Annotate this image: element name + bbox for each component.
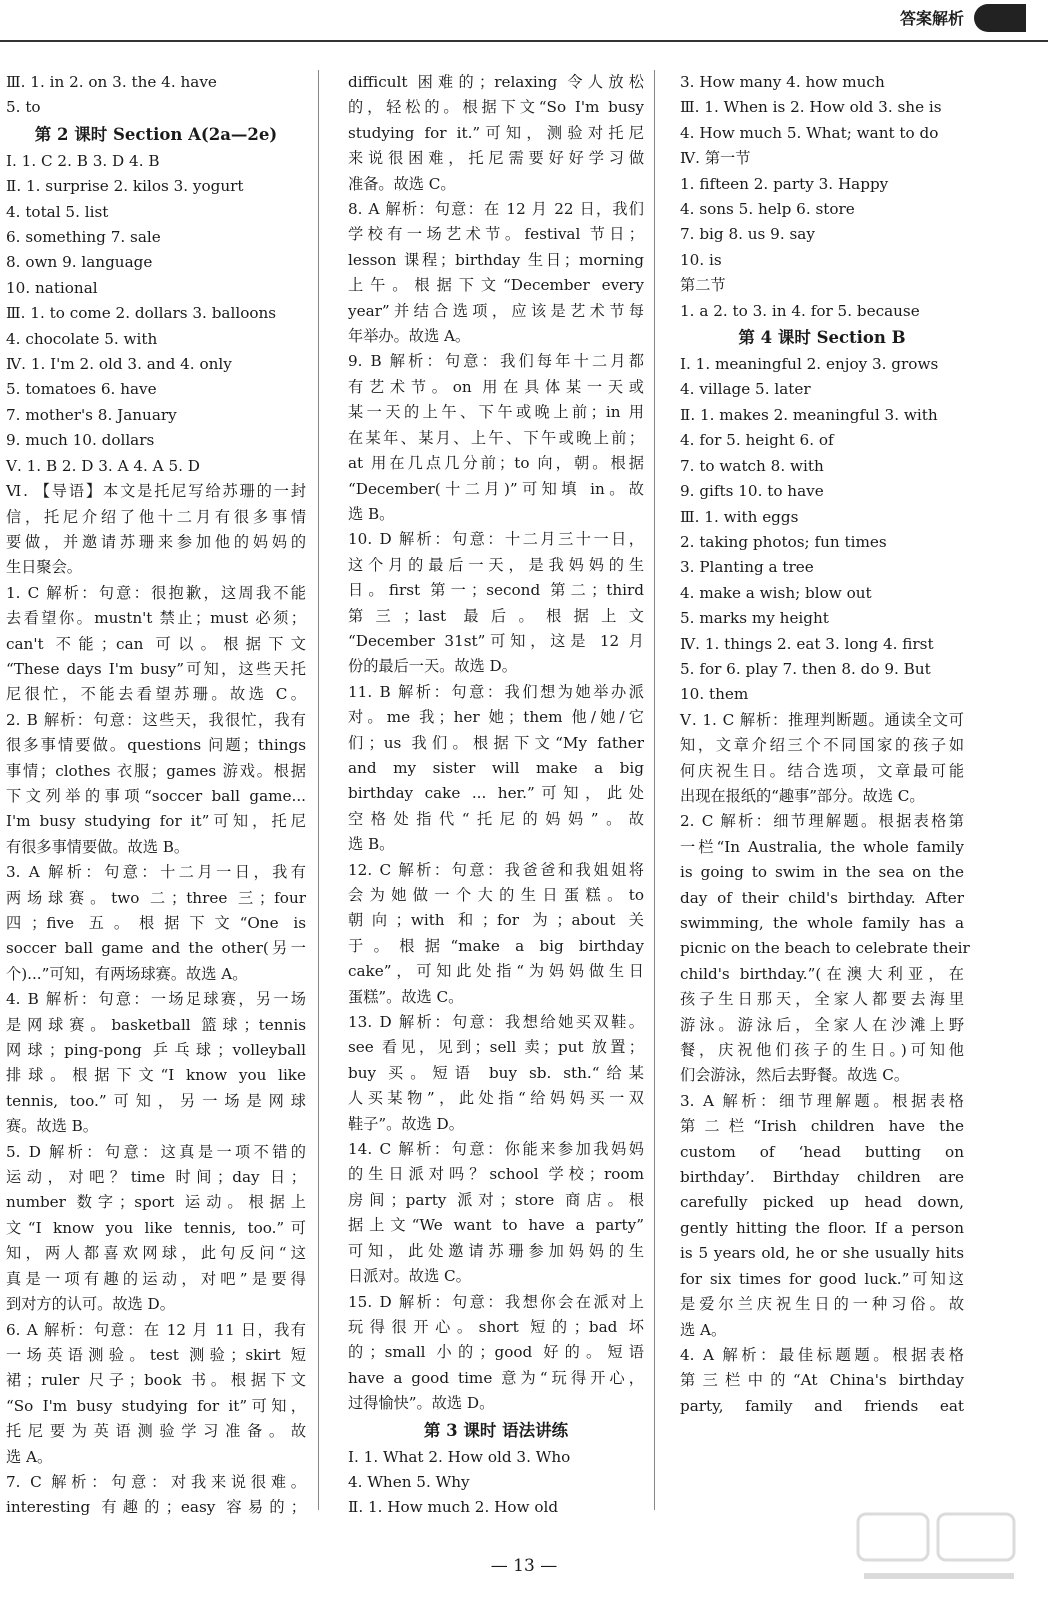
col1-line: 排球。根据下文“I know you like <box>6 1066 306 1085</box>
col3-line: 7. big 8. us 9. say <box>680 225 815 244</box>
col1-line: 6. A 解析：句意：在 12 月 11 日，我有 <box>6 1320 306 1339</box>
column-divider-1 <box>318 70 319 1510</box>
col1-line: Ⅱ. 1. surprise 2. kilos 3. yogurt <box>6 177 244 196</box>
col1-line: number 数字；sport 运动。根据上 <box>6 1193 306 1212</box>
column-3 <box>680 70 970 1419</box>
col2-line: 第三；last 最后。根据上文 <box>348 606 644 625</box>
col3-line: 1. fifteen 2. party 3. Happy <box>680 174 889 193</box>
col3-line: 4. for 5. height 6. of <box>680 431 834 450</box>
col1-line: Ⅲ. 1. in 2. on 3. the 4. have <box>6 73 217 91</box>
col1-line: “So I'm busy studying for it”可知， <box>6 1396 306 1415</box>
col2-line: 准备。故选 C。 <box>348 174 456 193</box>
col1-line: 5. to <box>6 98 41 117</box>
page-header <box>0 0 1048 48</box>
col3-line: Ⅲ. 1. with eggs <box>680 507 799 526</box>
col2-line: 份的最后一天。故选 D。 <box>348 657 517 676</box>
col1-line: interesting 有趣的；easy 容易的； <box>6 1498 306 1517</box>
col3-line: 3. A 解析：细节理解题。根据表格 <box>680 1091 964 1110</box>
col1-line: 托尼要为英语测验学习准备。故 <box>6 1422 306 1441</box>
col2-line: 学校有一场艺术节。festival 节日； <box>348 225 644 244</box>
col1-line: 第 2 课时 Section A(2a—2e) <box>34 124 278 144</box>
col3-line: 3. How many 4. how much <box>680 73 885 91</box>
col2-line: 在某年、某月、上午、下午或晚上前； <box>348 428 644 447</box>
col1-line: 是网球赛。basketball 篮球；tennis <box>6 1015 306 1034</box>
col3-line: birthday’. Birthday children are <box>680 1168 964 1187</box>
col2-line: 可知，此处邀请苏珊参加妈妈的生 <box>348 1241 644 1260</box>
col3-line: carefully picked up head down, <box>680 1193 964 1212</box>
col2-line: 11. B 解析：句意：我们想为她举办派 <box>348 682 644 701</box>
col2-line: 空格处指代“托尼的妈妈”。故 <box>348 809 644 828</box>
col3-line: 第三栏中的“At China's birthday <box>680 1371 964 1390</box>
col2-line: 日。first 第一；second 第二；third <box>348 581 644 600</box>
col2-line: Ⅱ. 1. How much 2. How old <box>348 1498 559 1517</box>
col2-line: 于。根据“make a big birthday <box>348 936 644 955</box>
col3-line: 10. them <box>680 685 749 704</box>
col3-line: custom of ‘head butting on <box>680 1142 964 1161</box>
col3-line: child's birthday.”(在澳大利亚，在 <box>680 964 964 983</box>
col2-line: 蛋糕”。故选 C。 <box>348 987 464 1006</box>
col3-line: 4. How much 5. What; want to do <box>680 123 939 142</box>
col1-line: 3. A 解析：句意：十二月一日，我有 <box>6 863 306 882</box>
header-rule <box>0 40 1048 42</box>
col1-line: Ⅴ. 1. B 2. D 3. A 4. A 5. D <box>6 456 200 475</box>
col2-line: 的，轻松的。根据下文“So I'm busy <box>348 98 644 117</box>
col1-line: can't 不能；can 可以。根据下文 <box>6 634 306 653</box>
col1-line: 生日聚会。 <box>6 558 82 577</box>
col1-line: 很多事情要做。questions 问题；things <box>6 736 306 755</box>
col2-line: 房间；party 派对；store 商店。根 <box>348 1190 644 1209</box>
col3-line: 知，文章介绍三个不同国家的孩子如 <box>680 736 964 755</box>
col2-line: difficult 困难的；relaxing 令人放松 <box>348 73 644 91</box>
col1-line: 10. national <box>6 278 98 297</box>
col1-line: 要做，并邀请苏珊来参加他的妈妈的 <box>6 532 306 551</box>
col2-line: 朝向；with 和；for 为；about 关 <box>348 911 644 930</box>
col2-line: 鞋子”。故选 D。 <box>348 1114 464 1133</box>
col3-line: 3. Planting a tree <box>680 558 814 577</box>
col3-line: 4. sons 5. help 6. store <box>680 200 855 219</box>
col1-line: 下文列举的事项“soccer ball game... <box>6 786 306 805</box>
col1-line: 4. chocolate 5. with <box>6 329 158 348</box>
col3-line: 第 4 课时 Section B <box>738 328 906 348</box>
col2-line: 15. D 解析：句意：我想你会在派对上 <box>348 1292 644 1311</box>
col3-line: 4. village 5. later <box>680 380 811 399</box>
col1-line: 4. B 解析：句意：一场足球赛，另一场 <box>6 990 306 1009</box>
col2-line: see 看见，见到；sell 卖；put 放置； <box>348 1038 644 1057</box>
col1-line: 8. own 9. language <box>6 253 153 272</box>
col1-line: 事情；clothes 衣服；games 游戏。根据 <box>6 761 306 780</box>
col1-line: 文“I know you like tennis, too.”可 <box>6 1218 306 1237</box>
col3-line: 第二节 <box>680 276 726 295</box>
col1-line: 知，两人都喜欢网球，此句反问“这 <box>6 1244 306 1263</box>
col2-line: “December 31st”可知，这是 12 月 <box>348 631 644 650</box>
col2-line: have a good time 意为“玩得开心， <box>348 1368 644 1387</box>
col3-line: 9. gifts 10. to have <box>680 482 824 501</box>
col1-line: 赛。故选 B。 <box>6 1117 98 1136</box>
col1-line: 四；five 五。根据下文“One is <box>6 914 306 932</box>
col1-line: 个)...”可知，有两场球赛。故选 A。 <box>6 964 248 983</box>
col1-line: Ⅵ. 【导语】本文是托尼写给苏珊的一封 <box>6 482 306 501</box>
col2-line: 这个月的最后一天，是我妈妈的生 <box>348 555 644 574</box>
col2-line: 有艺术节。on 用在具体某一天或 <box>348 377 644 396</box>
col3-line: Ⅳ. 1. things 2. eat 3. long 4. first <box>680 634 934 653</box>
col1-line: 6. something 7. sale <box>6 228 161 247</box>
col2-line: lesson 课程；birthday 生日；morning <box>348 250 644 269</box>
col3-line: 们会游泳，然后去野餐。故选 C。 <box>680 1066 910 1085</box>
col1-line: 7. C 解析：句意：对我来说很难。 <box>6 1472 306 1491</box>
col2-line: 选 B。 <box>348 835 395 854</box>
col2-line: 某一天的上午、下午或晚上前；in 用 <box>348 403 644 422</box>
col3-line: 出现在报纸的“趣事”部分。故选 C。 <box>680 786 925 805</box>
col2-line: 的；small 小的；good 好的。短语 <box>348 1343 644 1362</box>
col3-line: 4. A 解析：最佳标题题。根据表格 <box>680 1345 964 1364</box>
col3-line: 1. a 2. to 3. in 4. for 5. because <box>680 301 920 320</box>
col3-line: is 5 years old, he or she usually hits <box>680 1244 964 1263</box>
col2-line: 13. D 解析：句意：我想给她买双鞋。 <box>348 1013 644 1032</box>
col3-line: Ⅰ. 1. meaningful 2. enjoy 3. grows <box>680 355 939 374</box>
col3-line: party, family and friends eat <box>680 1396 964 1415</box>
col2-line: 14. C 解析：句意：你能来参加我妈妈 <box>348 1140 644 1159</box>
column-1 <box>6 70 306 1521</box>
col2-line: 12. C 解析：句意：我爸爸和我姐姐将 <box>348 860 644 879</box>
col2-line: 们；us 我们。根据下文“My father <box>348 733 644 752</box>
col2-line: and my sister will make a big <box>348 758 644 777</box>
col1-line: 4. total 5. list <box>6 202 109 221</box>
col2-line: Ⅰ. 1. What 2. How old 3. Who <box>348 1447 571 1466</box>
col2-line: “December(十二月)”可知填 in。故 <box>348 479 644 498</box>
col1-line: tennis, too.”可知，另一场是网球 <box>6 1091 306 1110</box>
col1-line: 去看望你。mustn't 禁止；must 必须； <box>6 609 306 628</box>
col3-line: 2. taking photos; fun times <box>680 532 887 551</box>
col2-line: 第 3 课时 语法讲练 <box>423 1420 569 1440</box>
col3-line: Ⅱ. 1. makes 2. meaningful 3. with <box>680 405 938 424</box>
col3-line: 5. marks my height <box>680 609 829 628</box>
col3-line: 2. C 解析：细节理解题。根据表格第 <box>680 812 964 831</box>
col1-line: Ⅲ. 1. to come 2. dollars 3. balloons <box>6 304 277 323</box>
col1-line: 9. much 10. dollars <box>6 431 155 450</box>
col1-line: 5. tomatoes 6. have <box>6 380 157 399</box>
col1-line: 5. D 解析：句意：这真是一项不错的 <box>6 1142 306 1161</box>
col3-line: picnic on the beach to celebrate their <box>680 939 970 958</box>
col1-line: 运动，对吧？time 时间；day 日； <box>6 1168 306 1187</box>
col2-line: 来说很困难，托尼需要好好学习做 <box>348 149 644 168</box>
col3-line: for six times for good luck.”可知这 <box>680 1269 964 1288</box>
col2-line: 10. D 解析：句意：十二月三十一日， <box>348 530 644 549</box>
col3-line: 餐，庆祝他们孩子的生日。)可知他 <box>680 1041 964 1060</box>
col3-line: 第二栏“Irish children have the <box>680 1117 964 1136</box>
col3-line: 一栏“In Australia, the whole family <box>680 837 964 856</box>
col2-line: 会为她做一个大的生日蛋糕。to <box>348 886 644 904</box>
col1-line: 7. mother's 8. January <box>6 405 177 424</box>
col3-line: 选 A。 <box>680 1320 727 1339</box>
col3-line: Ⅳ. 第一节 <box>680 149 751 168</box>
col1-line: 2. B 解析：句意：这些天，我很忙，我有 <box>6 710 306 729</box>
col3-line: 10. is <box>680 250 722 269</box>
col1-line: Ⅳ. 1. I'm 2. old 3. and 4. only <box>6 355 232 374</box>
col3-line: 是爱尔兰庆祝生日的一种习俗。故 <box>680 1295 964 1314</box>
col3-line: is going to swim in the sea on the <box>680 863 964 882</box>
col2-line: 上午。根据下文“December every <box>348 276 644 295</box>
col3-line: 7. to watch 8. with <box>680 456 824 475</box>
col3-line: 孩子生日那天，全家人都要去海里 <box>680 990 964 1009</box>
col1-line: 尼很忙，不能去看望苏珊。故选 C。 <box>6 685 306 704</box>
col2-line: 的生日派对吗？school 学校；room <box>348 1165 644 1184</box>
col3-line: 何庆祝生日。结合选项，文章最可能 <box>680 761 964 780</box>
section-title: 答案解析 <box>899 9 964 28</box>
col1-line: 真是一项有趣的运动，对吧”是要得 <box>6 1269 306 1288</box>
col2-line: 8. A 解析：句意：在 12 月 22 日，我们 <box>348 200 644 219</box>
col1-line: 信，托尼介绍了他十二月有很多事情 <box>6 507 306 526</box>
col3-line: gently hitting the floor. If a person <box>680 1218 964 1237</box>
col3-line: 游泳。游泳后，全家人在沙滩上野 <box>680 1015 964 1034</box>
col2-line: 选 B。 <box>348 504 395 523</box>
col2-line: at 用在几点几分前；to 向，朝。根据 <box>348 454 644 473</box>
header-tab-marker <box>974 4 1026 32</box>
col1-line: 选 A。 <box>6 1447 53 1466</box>
col3-line: 4. make a wish; blow out <box>680 583 872 602</box>
col3-line: day of their child's birthday. After <box>680 888 964 907</box>
col1-line: soccer ball game and the other(另一 <box>6 939 306 958</box>
col3-line: Ⅲ. 1. When is 2. How old 3. she is <box>680 98 942 117</box>
page-number: — 13 — <box>490 1556 558 1576</box>
col1-line: 1. C 解析：句意：很抱歉，这周我不能 <box>6 583 306 602</box>
col2-line: 玩得很开心。short 短的；bad 坏 <box>348 1317 644 1336</box>
col2-line: year”并结合选项，应该是艺术节每 <box>348 301 644 320</box>
col2-line: 日派对。故选 C。 <box>348 1267 471 1286</box>
col2-line: 据上文“We want to have a party” <box>348 1216 644 1235</box>
col2-line: 对。me 我；her 她；them 他/她/它 <box>348 708 644 727</box>
watermark-logo <box>854 1510 1022 1590</box>
col1-line: 两场球赛。two 二；three 三；four <box>6 888 306 907</box>
col3-line: swimming, the whole family has a <box>680 914 964 932</box>
col1-line: I'm busy studying for it”可知，托尼 <box>6 812 306 831</box>
col2-line: 人买某物”，此处指“给妈妈买一双 <box>348 1089 644 1108</box>
col1-line: 裙；ruler 尺子；book 书。根据下文 <box>6 1371 306 1390</box>
col2-line: 4. When 5. Why <box>348 1472 470 1491</box>
col1-line: Ⅰ. 1. C 2. B 3. D 4. B <box>6 151 160 170</box>
col2-line: studying for it.”可知，测验对托尼 <box>348 123 644 142</box>
column-2 <box>348 70 644 1521</box>
col1-line: 有很多事情要做。故选 B。 <box>6 837 190 856</box>
col2-line: cake”，可知此处指“为妈妈做生日 <box>348 962 644 981</box>
col1-line: 网球；ping-pong 乒乓球；volleyball <box>6 1041 306 1060</box>
col1-line: “These days I'm busy”可知，这些天托 <box>6 659 306 678</box>
col2-line: 过得愉快”。故选 D。 <box>348 1394 495 1413</box>
col2-line: birthday cake ... her.”可知，此处 <box>348 784 644 803</box>
col1-line: 到对方的认可。故选 D。 <box>6 1295 175 1314</box>
col2-line: 9. B 解析：句意：我们每年十二月都 <box>348 352 644 371</box>
col3-line: 5. for 6. play 7. then 8. do 9. But <box>680 659 931 678</box>
col3-line: Ⅴ. 1. C 解析：推理判断题。通读全文可 <box>680 710 964 729</box>
col2-line: buy 买。短语 buy sb. sth.“给某 <box>348 1063 644 1082</box>
col1-line: 一场英语测验。test 测验；skirt 短 <box>6 1345 306 1364</box>
column-divider-2 <box>654 70 655 1510</box>
col2-line: 年举办。故选 A。 <box>348 327 471 346</box>
